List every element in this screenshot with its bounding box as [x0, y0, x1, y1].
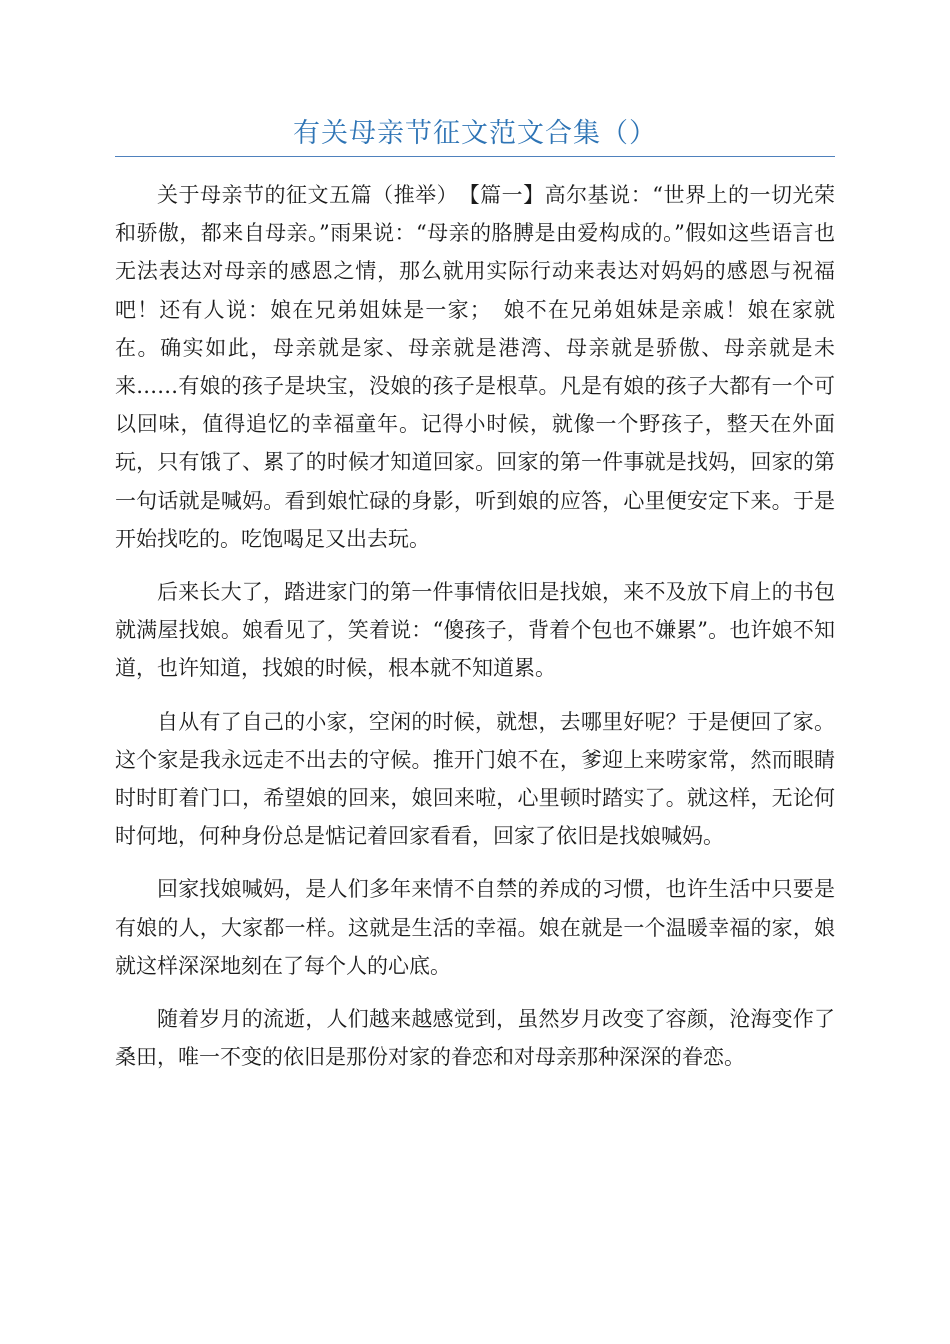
title-block: [115, 112, 835, 157]
paragraph-2: 后来长大了，踏进家门的第一件事情依旧是找娘，来不及放下肩上的书包就满屋找娘。娘看见了，笑着说：“傻孩子，背着个包也不嫌累”。也许娘不知道，也许知道，找娘的时候，根本就不知道累。: [115, 580, 835, 681]
document-title: 有关母亲节征文范文合集（）: [293, 118, 657, 149]
document-body: [115, 176, 835, 1091]
paragraph-4: 回家找娘喊妈，是人们多年来情不自禁的养成的习惯，也许生活中只要是有娘的人，大家都一样。这就是生活的幸福。娘在就是一个温暖幸福的家，娘就这样深深地刻在了每个人的心底。: [115, 877, 835, 978]
paragraph-1: 关于母亲节的征文五篇（推举） 【篇一】高尔基说：“世界上的一切光荣和骄傲，都来自母亲。”雨果说：“母亲的胳膊是由爱构成的。”假如这些语言也无法表达对母亲的感恩之情，那么就用实际行动来表达对妈妈的感恩与祝福吧！还有人说：娘在兄弟姐妹是一家； 娘不在兄弟姐妹是亲戚！娘在家就在。确实如此，母亲就是家、母亲就是港湾、母亲就是骄傲、母亲就是未来……有娘的孩子是块宝，没娘的孩子是根草。凡是有娘的孩子大都有一个可以回味，值得追忆的幸福童年。记得小时候，就像一个野孩子，整天在外面玩，只有饿了、累了的时候才知道回家。回家的第一件事就是找妈，回家的第一句话就是喊妈。看到娘忙碌的身影，听到娘的应答，心里便安定下来。于是开始找吃的。吃饱喝足又出去玩。: [115, 183, 835, 551]
paragraph-3: 自从有了自己的小家，空闲的时候，就想，去哪里好呢？于是便回了家。这个家是我永远走不出去的守候。推开门娘不在，爹迎上来唠家常，然而眼睛时时盯着门口，希望娘的回来，娘回来啦，心里顿时踏实了。就这样，无论何时何地，何种身份总是惦记着回家看看，回家了依旧是找娘喊妈。: [115, 709, 835, 849]
paragraph-5: 随着岁月的流逝，人们越来越感觉到，虽然岁月改变了容颜，沧海变作了桑田，唯一不变的依旧是那份对家的眷恋和对母亲那种深深的眷恋。: [115, 1007, 835, 1070]
